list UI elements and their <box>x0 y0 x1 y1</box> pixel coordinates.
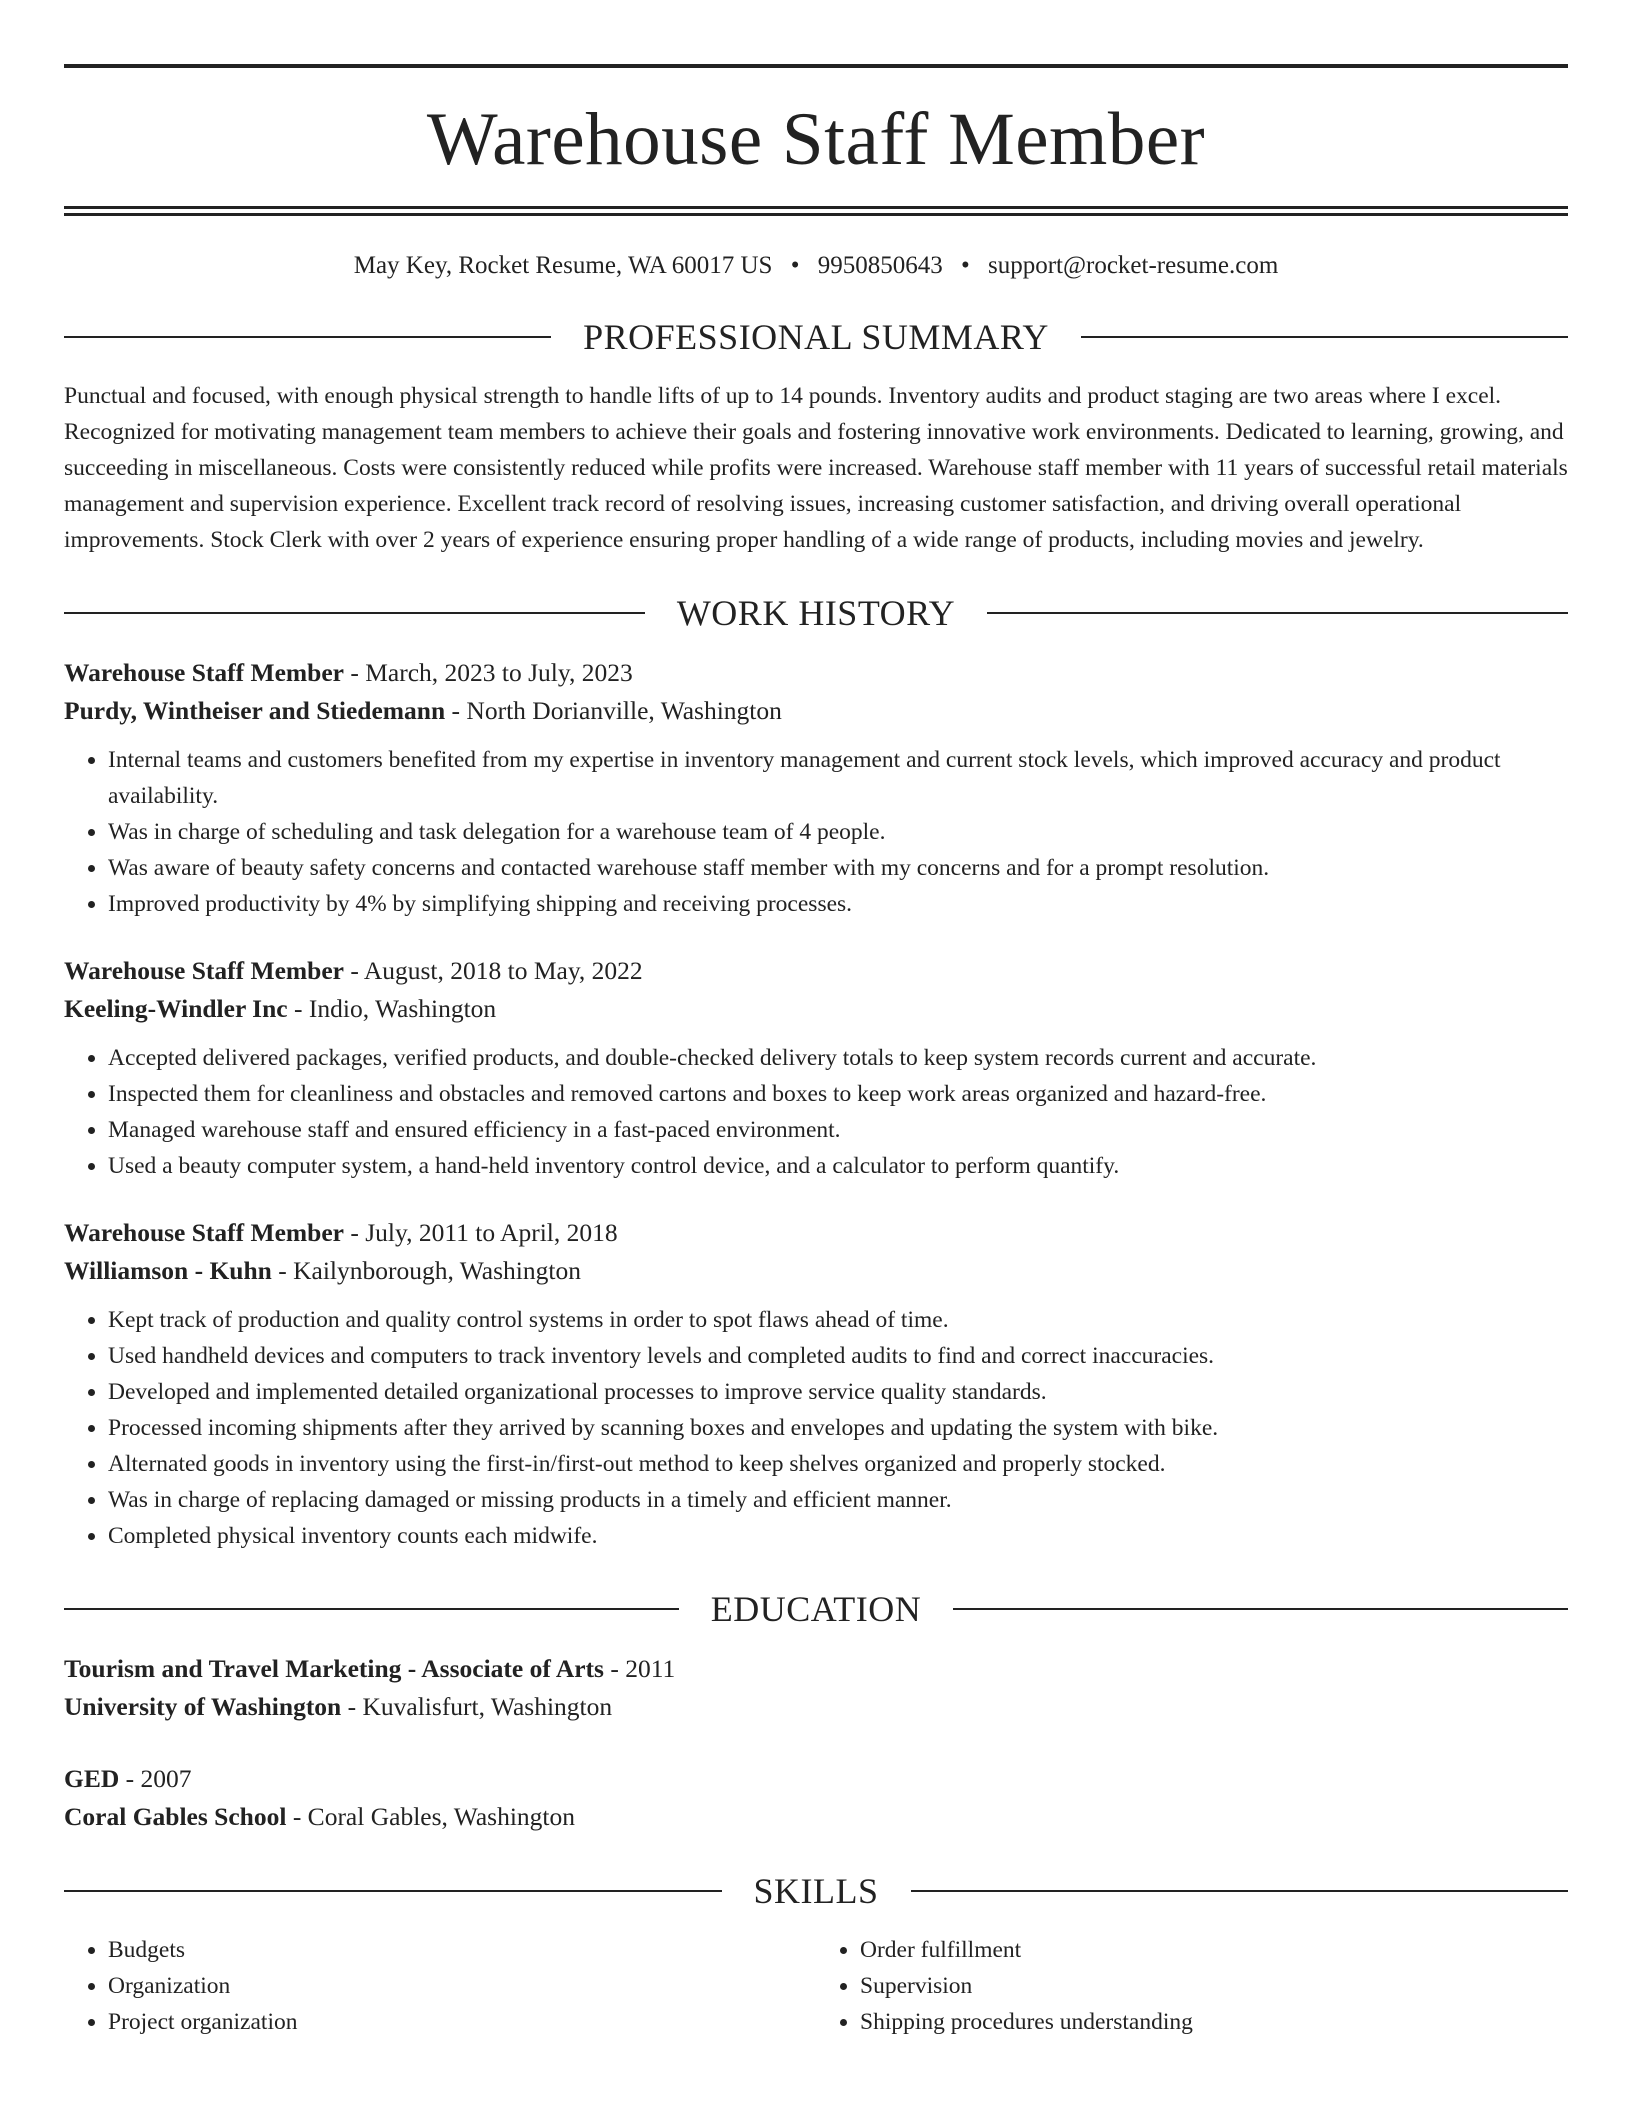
list-item: • Was aware of beauty safety concerns and contacted warehouse staff member with my concerns and for a prompt resolution. <box>108 850 1568 886</box>
job-dates: - August, 2018 to May, 2022 <box>343 956 643 985</box>
degree-name: GED <box>64 1764 120 1793</box>
contact-phone: 9950850643 <box>817 252 943 279</box>
divider-line <box>1081 336 1568 338</box>
job-bullets <box>64 1040 1568 1184</box>
school-name: University of Washington <box>64 1692 342 1721</box>
list-item: • Kept track of production and quality control systems in order to spot flaws ahead of time. <box>108 1302 1568 1338</box>
job-company-line <box>64 990 1568 1028</box>
contact-line <box>64 250 1568 282</box>
resume-page <box>64 64 1568 2040</box>
job-bullets <box>64 1302 1568 1554</box>
contact-separator: • <box>960 252 970 279</box>
section-header-education <box>64 1588 1568 1630</box>
list-item: • Developed and implemented detailed organizational processes to improve service quality standards. <box>108 1374 1568 1410</box>
job-location: - Kailynborough, Washington <box>271 1256 581 1285</box>
job-dates: - July, 2011 to April, 2018 <box>343 1218 618 1247</box>
education-entry <box>64 1760 1568 1836</box>
job-bullets <box>64 742 1568 922</box>
list-item: • Completed physical inventory counts each midwife. <box>108 1518 1568 1554</box>
job-location: - Indio, Washington <box>287 994 497 1023</box>
divider-line <box>64 1890 722 1892</box>
skill-item: • Organization <box>108 1968 816 2004</box>
job-role: Warehouse Staff Member <box>64 1218 344 1247</box>
contact-address: May Key, Rocket Resume, WA 60017 US <box>353 252 773 279</box>
skill-item: • Project organization <box>108 2004 816 2040</box>
skill-item: • Shipping procedures understanding <box>860 2004 1568 2040</box>
job-entry <box>64 1214 1568 1554</box>
skills-column-right <box>816 1932 1568 2040</box>
job-location: - North Dorianville, Washington <box>445 696 782 725</box>
job-entry <box>64 654 1568 922</box>
school-name: Coral Gables School <box>64 1802 287 1831</box>
degree-name: Tourism and Travel Marketing - Associate of Arts <box>64 1654 604 1683</box>
job-title-line <box>64 952 1568 990</box>
divider-line <box>64 612 645 614</box>
section-header-summary <box>64 316 1568 358</box>
contact-email: support@rocket-resume.com <box>987 252 1279 279</box>
degree-line <box>64 1760 1568 1798</box>
job-company-line <box>64 692 1568 730</box>
list-item: • Managed warehouse staff and ensured efficiency in a fast-paced environment. <box>108 1112 1568 1148</box>
job-title-line <box>64 1214 1568 1252</box>
top-rule <box>64 64 1568 68</box>
job-company-line <box>64 1252 1568 1290</box>
title-double-rule <box>64 206 1568 216</box>
skill-item: • Supervision <box>860 1968 1568 2004</box>
list-item: • Internal teams and customers benefited from my expertise in inventory management and current stock levels, which improved accuracy and product availability. <box>108 742 1568 814</box>
list-item: • Was in charge of scheduling and task delegation for a warehouse team of 4 people. <box>108 814 1568 850</box>
skills-grid <box>64 1932 1568 2040</box>
list-item: • Improved productivity by 4% by simplifying shipping and receiving processes. <box>108 886 1568 922</box>
school-location: - Coral Gables, Washington <box>286 1802 575 1831</box>
section-title-skills: SKILLS <box>753 1871 879 1911</box>
job-role: Warehouse Staff Member <box>64 956 344 985</box>
summary-paragraph: Punctual and focused, with enough physical strength to handle lifts of up to 14 pounds. Inventory audits and product staging are two areas where I excel. Recognized for motivating management team members to achieve their goals and fostering innovative work environments. Dedicated to learning, growing, and succeeding in miscellaneous. Costs were consistently reduced while profits were increased. Warehouse staff member with 11 years of successful retail materials management and supervision experience. Excellent track record of resolving issues, increasing customer satisfaction, and driving overall operational improvements. Stock Clerk with over 2 years of experience ensuring proper handling of a wide range of products, including movies and jewelry. <box>64 383 1568 553</box>
school-line <box>64 1688 1568 1726</box>
list-item: • Was in charge of replacing damaged or missing products in a timely and efficient manner. <box>108 1482 1568 1518</box>
divider-line <box>911 1890 1569 1892</box>
divider-line <box>953 1608 1568 1610</box>
school-location: - Kuvalisfurt, Washington <box>341 1692 613 1721</box>
skill-item: • Order fulfillment <box>860 1932 1568 1968</box>
divider-line <box>64 336 551 338</box>
list-item: • Processed incoming shipments after they arrived by scanning boxes and envelopes and updating the system with bike. <box>108 1410 1568 1446</box>
divider-line <box>64 1608 679 1610</box>
education-entry <box>64 1650 1568 1726</box>
list-item: • Alternated goods in inventory using the first-in/first-out method to keep shelves organized and properly stocked. <box>108 1446 1568 1482</box>
section-header-work <box>64 592 1568 634</box>
section-header-skills <box>64 1870 1568 1912</box>
job-dates: - March, 2023 to July, 2023 <box>343 658 633 687</box>
section-title-work: WORK HISTORY <box>676 593 956 633</box>
job-company: Keeling-Windler Inc <box>64 994 288 1023</box>
section-title-summary: PROFESSIONAL SUMMARY <box>583 317 1049 357</box>
job-entry <box>64 952 1568 1184</box>
degree-year: - 2011 <box>603 1654 676 1683</box>
degree-year: - 2007 <box>119 1764 192 1793</box>
school-line <box>64 1798 1568 1836</box>
skill-item: • Budgets <box>108 1932 816 1968</box>
divider-line <box>987 612 1568 614</box>
list-item: • Accepted delivered packages, verified products, and double-checked delivery totals to keep system records current and accurate. <box>108 1040 1568 1076</box>
section-title-education: EDUCATION <box>710 1589 922 1629</box>
degree-line <box>64 1650 1568 1688</box>
job-role: Warehouse Staff Member <box>64 658 344 687</box>
job-title-line <box>64 654 1568 692</box>
list-item: • Used handheld devices and computers to track inventory levels and completed audits to find and correct inaccuracies. <box>108 1338 1568 1374</box>
contact-separator: • <box>790 252 800 279</box>
job-company: Williamson - Kuhn <box>64 1256 272 1285</box>
list-item: • Used a beauty computer system, a hand-held inventory control device, and a calculator to perform quantify. <box>108 1148 1568 1184</box>
resume-title: Warehouse Staff Member <box>426 98 1206 181</box>
skills-column-left <box>64 1932 816 2040</box>
list-item: • Inspected them for cleanliness and obstacles and removed cartons and boxes to keep work areas organized and hazard-free. <box>108 1076 1568 1112</box>
job-company: Purdy, Wintheiser and Stiedemann <box>64 696 446 725</box>
